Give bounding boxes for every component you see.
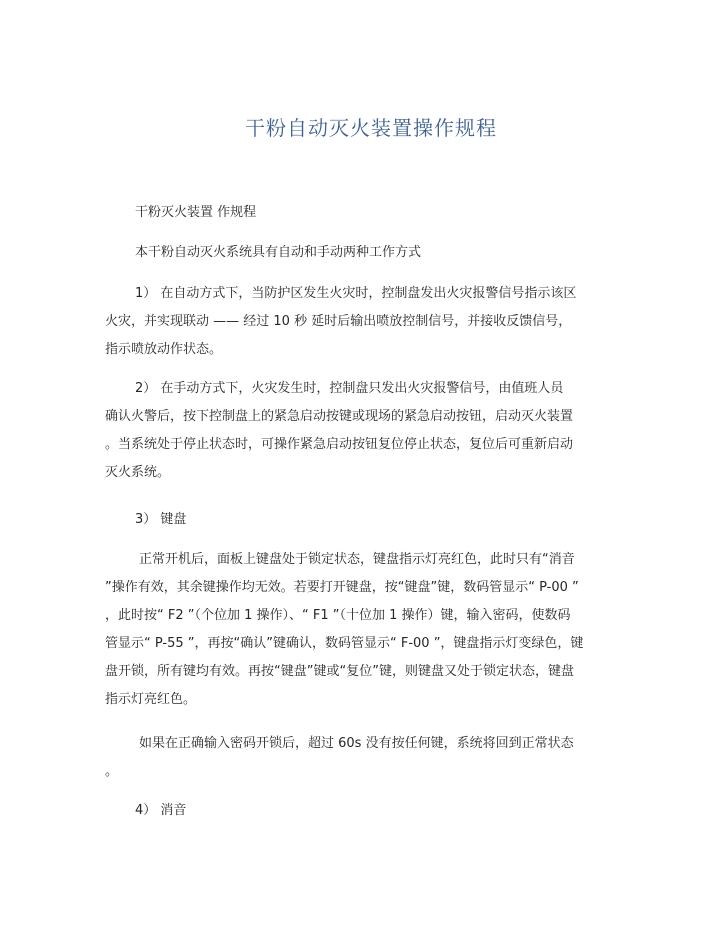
paragraph-line: 指示喷放动作状态。 — [105, 342, 223, 357]
paragraph-line: 确认火警后，按下控制盘上的紧急启动按键或现场的紧急启动按钮，启动灭火装置 — [105, 409, 574, 424]
paragraph-line: 4） 消音 — [135, 803, 187, 818]
paragraph-line: 1） 在自动方式下，当防护区发生火灾时，控制盘发出火灾报警信号指示该区 — [135, 286, 577, 301]
document-title: 干粉自动灭火装置操作规程 — [245, 116, 497, 140]
paragraph-line: 。 — [105, 764, 119, 779]
paragraph-line: 本干粉自动灭火系统具有自动和手动两种工作方式 — [135, 245, 422, 260]
paragraph-line: 。当系统处于停止状态时，可操作紧急启动按钮复位停止状态，复位后可重新启动 — [105, 437, 574, 452]
paragraph-line: 干粉灭火装置 作规程 — [135, 205, 257, 220]
paragraph-line: 如果在正确输入密码开锁后，超过 60s 没有按任何键，系统将回到正常状态 — [139, 736, 574, 751]
paragraph-line: 盘开锁，所有键均有效。再按“键盘”键或“复位”键，则键盘又处于锁定状态，键盘 — [105, 664, 574, 679]
paragraph-line: 管显示“ P-55 ”，再按“确认”键确认，数码管显示“ F-00 ”，键盘指示灯变绿色，键 — [105, 636, 584, 651]
paragraph-line: 指示灯亮红色。 — [105, 692, 197, 707]
paragraph-line: ，此时按“ F2 ”（个位加 1 操作）、“ F1 ”（十位加 1 操作）键，输入密码，使数码 — [105, 608, 571, 623]
paragraph-line: 2） 在手动方式下，火灾发生时，控制盘只发出火灾报警信号，由值班人员 — [135, 381, 564, 396]
paragraph-line: 正常开机后，面板上键盘处于锁定状态，键盘指示灯亮红色，此时只有“消音 — [139, 552, 575, 567]
paragraph-line: ”操作有效，其余键操作均无效。若要打开键盘，按“键盘”键，数码管显示“ P-00 ” — [105, 580, 579, 595]
paragraph-line: 3） 键盘 — [135, 512, 187, 527]
paragraph-line: 灭火系统。 — [105, 465, 171, 480]
paragraph-line: 火灾，并实现联动 —— 经过 10 秒 延时后输出喷放控制信号，并接收反馈信号， — [105, 314, 572, 329]
